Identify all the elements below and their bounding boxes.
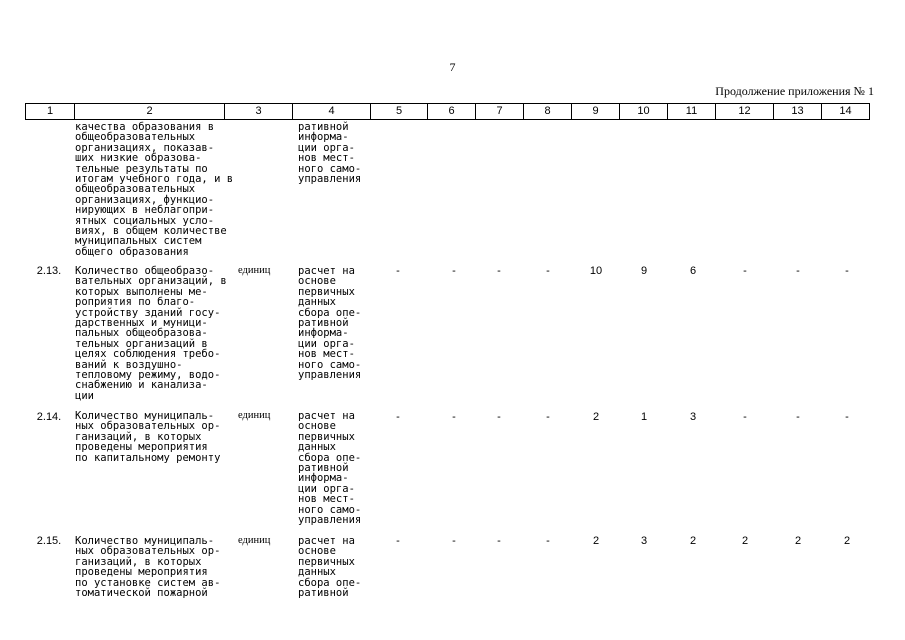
row-value: - [452,265,456,277]
carryover-indicator-text: качества образования в общеобразовательных организациях, показав- ших низкие образова- тельные результаты по итогам учебного года, и в общеобразовательных организациях, функцио- нирующих в неблагопри- ятных социальных усло- виях, в общем количестве муниципальных систем общего образования [75,121,234,258]
row-value: 2 [843,535,851,547]
column-header: 9 [572,104,620,120]
column-header: 10 [620,104,668,120]
row-unit: единиц [238,535,271,546]
row-value: - [452,535,456,547]
row-value: - [396,535,400,547]
column-header: 14 [822,104,870,120]
row-value: 2 [689,535,697,547]
row-value: - [845,265,849,277]
column-header: 8 [524,104,572,120]
column-header: 12 [716,104,774,120]
row-value: 9 [640,265,648,277]
row-value: - [396,265,400,277]
column-header: 7 [476,104,524,120]
row-value: - [546,535,550,547]
column-header: 5 [371,104,428,120]
page-number: 7 [449,60,456,74]
row-value: - [546,411,550,423]
row-unit: единиц [238,265,271,276]
row-method-text: расчет на основе первичных данных сбора опе- ративной [298,535,362,600]
row-indicator-text: Количество общеобразо- вательных организаций, в которых выполнены ме- роприятия по благо- устройству зданий госу- дарственных и муници- пальных общеобразова- тельных организаций в целях соблюдения требо- ваний к воздушно- тепловому режиму, водо- снабжению и канализа- ции [75,265,227,402]
carryover-method-text: ративной информа- ции орга- нов мест- ного само- управления [298,121,362,186]
row-indicator-text: Количество муниципаль- ных образовательных ор- ганизаций, в которых проведены мероприятия по установке систем ав- томатической пожарной [75,535,221,600]
row-value: - [497,411,501,423]
row-value: - [546,265,550,277]
row-number: 2.13. [36,265,62,277]
row-value: - [497,535,501,547]
row-value: - [743,411,747,423]
row-value: 2 [592,535,600,547]
row-number: 2.14. [36,411,62,423]
row-value: 2 [794,535,802,547]
row-method-text: расчет на основе первичных данных сбора опе- ративной информа- ции орга- нов мест- ного само- управления [298,265,362,382]
column-header-row [25,103,870,120]
row-unit: единиц [238,410,271,421]
row-value: - [796,265,800,277]
row-indicator-text: Количество муниципаль- ных образовательных ор- ганизаций, в которых проведены мероприятия по капитальному ремонту [75,410,221,464]
column-header: 3 [225,104,293,120]
row-number: 2.15. [36,535,62,547]
row-value: - [396,411,400,423]
row-value: - [743,265,747,277]
row-value: 6 [689,265,697,277]
row-value: 1 [640,411,648,423]
column-header: 2 [75,104,225,120]
row-value: - [497,265,501,277]
column-header: 11 [668,104,716,120]
row-value: - [845,411,849,423]
row-value: 2 [592,411,600,423]
row-value: 3 [689,411,697,423]
row-method-text: расчет на основе первичных данных сбора опе- ративной информа- ции орга- нов мест- ного само- управления [298,410,362,527]
column-header: 4 [293,104,371,120]
row-value: 2 [741,535,749,547]
row-value: 3 [640,535,648,547]
continuation-label: Продолжение приложения № 1 [715,84,874,98]
row-value: - [796,411,800,423]
column-header: 13 [774,104,822,120]
row-value: 10 [589,265,603,277]
column-header: 6 [428,104,476,120]
row-value: - [452,411,456,423]
column-header: 1 [26,104,75,120]
